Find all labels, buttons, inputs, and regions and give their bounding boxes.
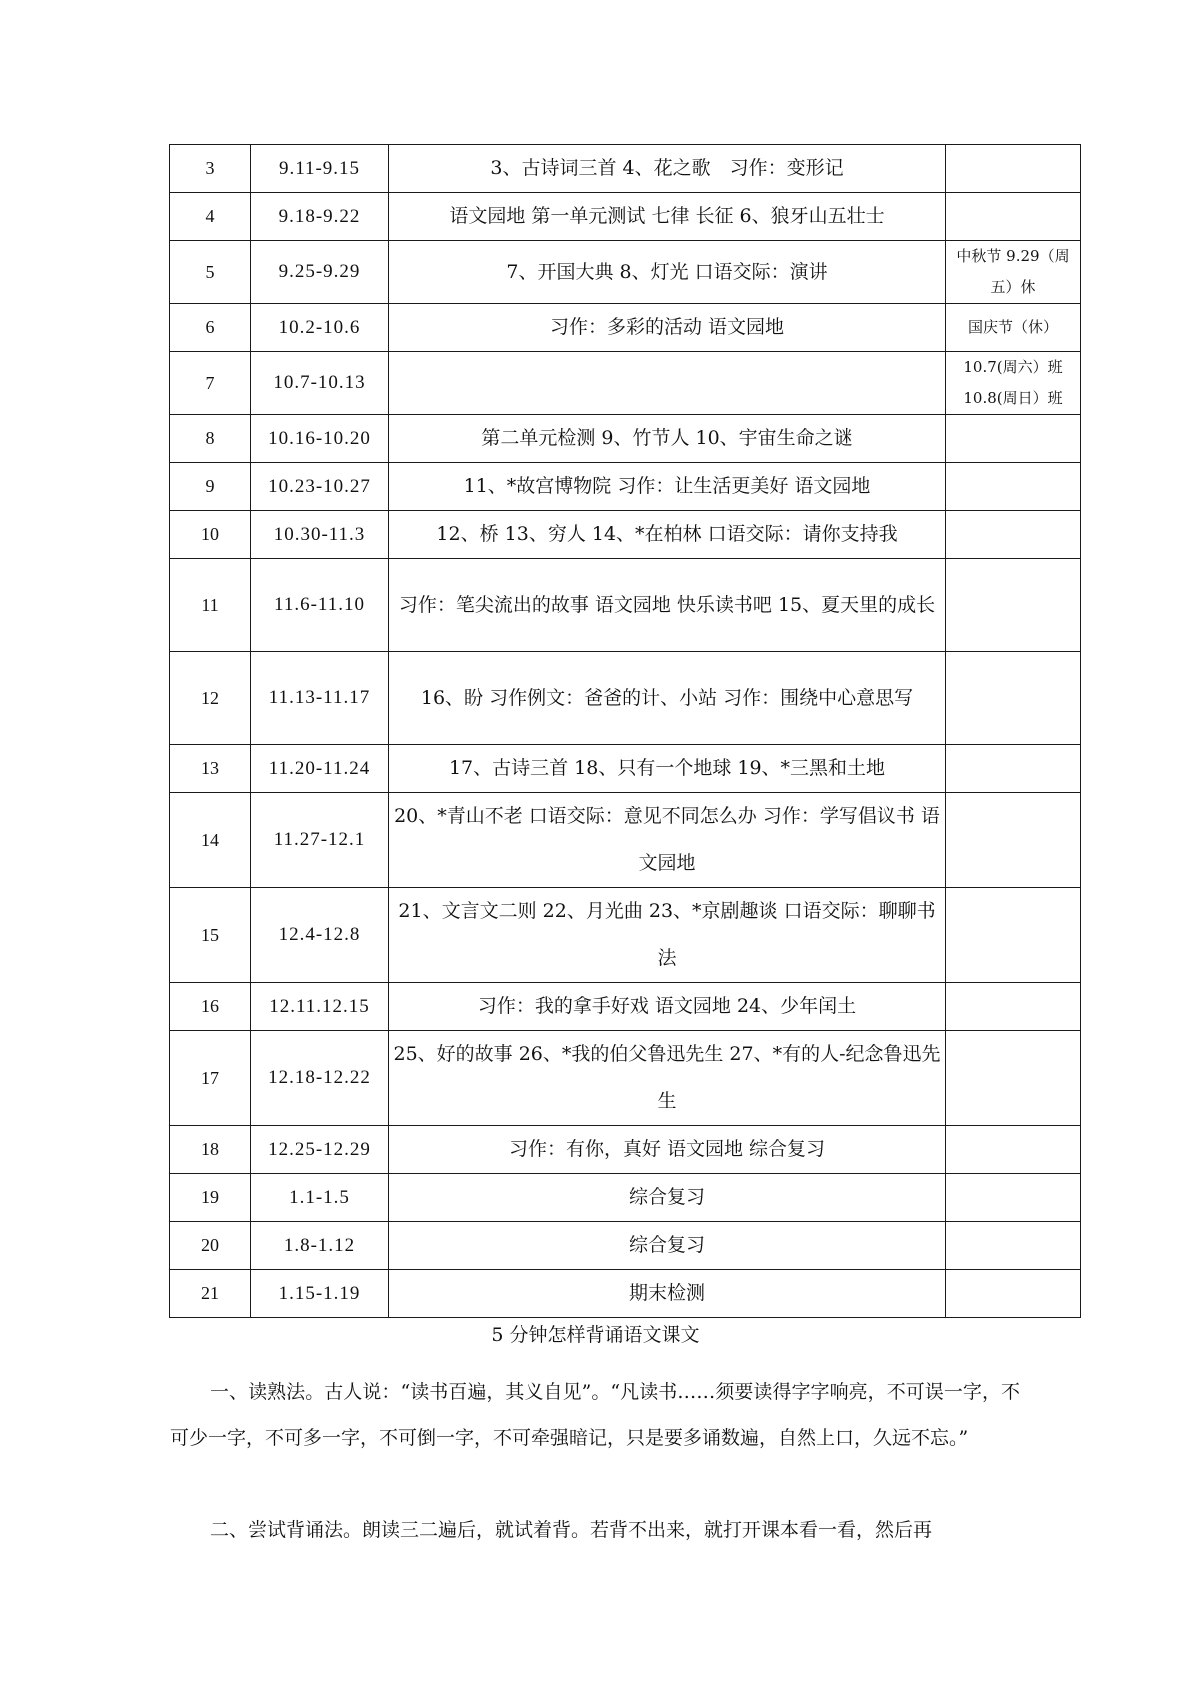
table-row (170, 352, 1081, 415)
date-range-cell: 11.20-11.24 (251, 745, 389, 793)
content-cell: 习作：有你，真好 语文园地 综合复习 (389, 1126, 946, 1174)
table-row (170, 1031, 1081, 1126)
date-range-cell: 12.4-12.8 (251, 888, 389, 983)
content-cell: 25、好的故事 26、*我的伯父鲁迅先生 27、*有的人-纪念鲁迅先生 (389, 1031, 946, 1126)
content-cell: 17、古诗三首 18、只有一个地球 19、*三黑和土地 (389, 745, 946, 793)
date-range-cell: 1.15-1.19 (251, 1270, 389, 1318)
date-range-cell: 12.11.12.15 (251, 983, 389, 1031)
note-cell (946, 559, 1081, 652)
week-cell: 8 (170, 415, 251, 463)
week-cell: 13 (170, 745, 251, 793)
table-row (170, 415, 1081, 463)
date-range-cell: 10.30-11.3 (251, 511, 389, 559)
table-row (170, 463, 1081, 511)
article-paragraph: 二、尝试背诵法。朗读三二遍后，就试着背。若背不出来，就打开课本看一看，然后再 (210, 1519, 933, 1541)
note-cell (946, 793, 1081, 888)
article-title: 5 分钟怎样背诵语文课文 (491, 1324, 700, 1346)
week-cell: 20 (170, 1222, 251, 1270)
table-row (170, 793, 1081, 888)
date-range-cell: 10.2-10.6 (251, 304, 389, 352)
table-row (170, 745, 1081, 793)
date-range-cell: 12.25-12.29 (251, 1126, 389, 1174)
week-cell: 3 (170, 145, 251, 193)
week-cell: 7 (170, 352, 251, 415)
week-cell: 12 (170, 652, 251, 745)
table-row (170, 1126, 1081, 1174)
content-cell: 语文园地 第一单元测试 七律 长征 6、狼牙山五壮士 (389, 193, 946, 241)
date-range-cell: 10.23-10.27 (251, 463, 389, 511)
content-cell: 习作：笔尖流出的故事 语文园地 快乐读书吧 15、夏天里的成长 (389, 559, 946, 652)
table-row (170, 304, 1081, 352)
content-cell: 习作：多彩的活动 语文园地 (389, 304, 946, 352)
content-cell: 3、古诗词三首 4、花之歌 习作：变形记 (389, 145, 946, 193)
content-cell: 20、*青山不老 口语交际：意见不同怎么办 习作：学写倡议书 语文园地 (389, 793, 946, 888)
week-cell: 4 (170, 193, 251, 241)
table-row (170, 559, 1081, 652)
table-row (170, 983, 1081, 1031)
date-range-cell: 9.18-9.22 (251, 193, 389, 241)
date-range-cell: 9.25-9.29 (251, 241, 389, 304)
note-cell: 中秋节 9.29（周五）休 (946, 241, 1081, 304)
note-cell (946, 463, 1081, 511)
note-cell (946, 983, 1081, 1031)
date-range-cell: 11.13-11.17 (251, 652, 389, 745)
content-cell: 16、盼 习作例文：爸爸的计、小站 习作：围绕中心意思写 (389, 652, 946, 745)
week-cell: 21 (170, 1270, 251, 1318)
week-cell: 15 (170, 888, 251, 983)
table-row (170, 511, 1081, 559)
table-row (170, 1270, 1081, 1318)
content-cell: 综合复习 (389, 1174, 946, 1222)
date-range-cell: 1.1-1.5 (251, 1174, 389, 1222)
note-cell (946, 1174, 1081, 1222)
content-cell: 21、文言文二则 22、月光曲 23、*京剧趣谈 口语交际：聊聊书法 (389, 888, 946, 983)
content-cell: 期末检测 (389, 1270, 946, 1318)
teaching-schedule-table (169, 144, 1081, 1318)
date-range-cell: 12.18-12.22 (251, 1031, 389, 1126)
content-cell: 12、桥 13、穷人 14、*在柏林 口语交际：请你支持我 (389, 511, 946, 559)
week-cell: 19 (170, 1174, 251, 1222)
content-cell: 7、开国大典 8、灯光 口语交际：演讲 (389, 241, 946, 304)
content-cell (389, 352, 946, 415)
table-row (170, 888, 1081, 983)
note-cell (946, 511, 1081, 559)
week-cell: 10 (170, 511, 251, 559)
content-cell: 综合复习 (389, 1222, 946, 1270)
week-cell: 9 (170, 463, 251, 511)
table-row (170, 1222, 1081, 1270)
table-row (170, 145, 1081, 193)
note-cell: 10.7(周六）班 10.8(周日）班 (946, 352, 1081, 415)
table-row (170, 652, 1081, 745)
note-cell (946, 745, 1081, 793)
note-cell (946, 1126, 1081, 1174)
week-cell: 11 (170, 559, 251, 652)
date-range-cell: 9.11-9.15 (251, 145, 389, 193)
note-cell: 国庆节（休） (946, 304, 1081, 352)
article-paragraph: 一、读熟法。古人说：“读书百遍，其义自见”。“凡读书……须要读得字字响亮，不可误一字，不可少一字，不可多一字，不可倒一字，不可牵强暗记，只是要多诵数遍，自然上口，久远不忘。” (170, 1381, 1020, 1449)
week-cell: 5 (170, 241, 251, 304)
content-cell: 第二单元检测 9、竹节人 10、宇宙生命之谜 (389, 415, 946, 463)
note-cell (946, 1270, 1081, 1318)
note-cell (946, 1222, 1081, 1270)
date-range-cell: 11.6-11.10 (251, 559, 389, 652)
note-cell (946, 415, 1081, 463)
date-range-cell: 10.16-10.20 (251, 415, 389, 463)
table-row (170, 1174, 1081, 1222)
week-cell: 18 (170, 1126, 251, 1174)
date-range-cell: 11.27-12.1 (251, 793, 389, 888)
table-row (170, 193, 1081, 241)
date-range-cell: 10.7-10.13 (251, 352, 389, 415)
content-cell: 11、*故宫博物院 习作：让生活更美好 语文园地 (389, 463, 946, 511)
week-cell: 17 (170, 1031, 251, 1126)
note-cell (946, 888, 1081, 983)
content-cell: 习作：我的拿手好戏 语文园地 24、少年闰土 (389, 983, 946, 1031)
note-cell (946, 652, 1081, 745)
note-cell (946, 145, 1081, 193)
note-cell (946, 193, 1081, 241)
week-cell: 16 (170, 983, 251, 1031)
week-cell: 14 (170, 793, 251, 888)
date-range-cell: 1.8-1.12 (251, 1222, 389, 1270)
table-row (170, 241, 1081, 304)
week-cell: 6 (170, 304, 251, 352)
note-cell (946, 1031, 1081, 1126)
